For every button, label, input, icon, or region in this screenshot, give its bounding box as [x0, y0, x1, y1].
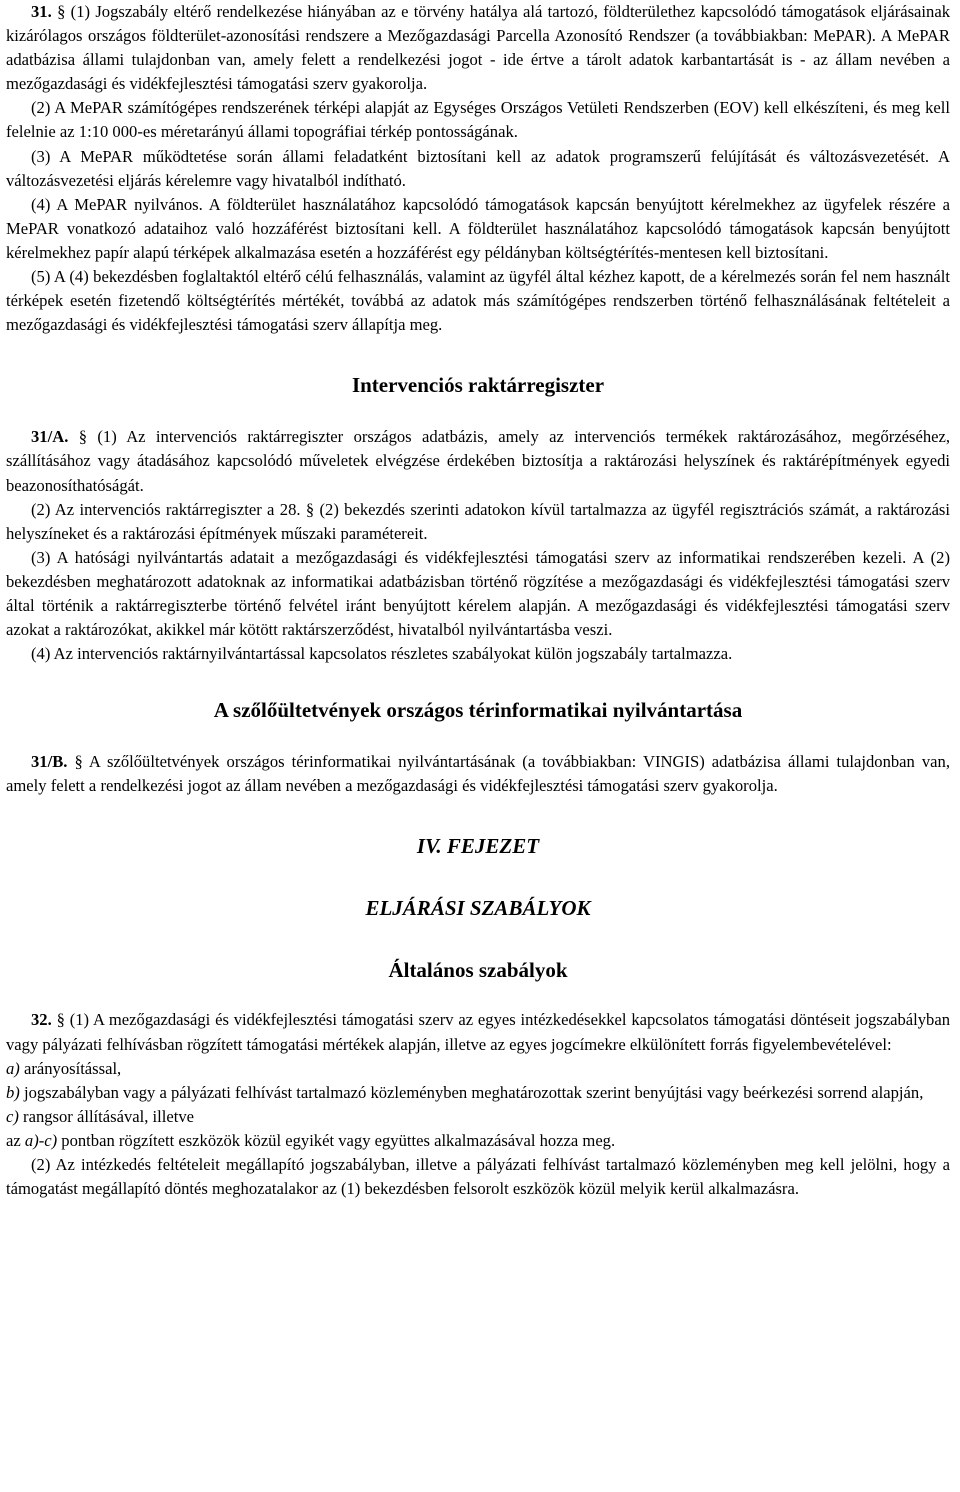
section-31a-paragraph-4: (4) Az intervenciós raktárnyilvántartással kapcsolatos részletes szabályokat külön jogszabály tartalmazza. — [31, 644, 733, 664]
list-text: rangsor állításával, illetve — [18, 1106, 194, 1126]
section-32-paragraph-1 — [6, 1008, 950, 1056]
spacer — [6, 399, 950, 425]
section-31a-paragraph-2: (2) Az intervenciós raktárregiszter a 28. § (2) bekezdés szerinti adatokon kívül tartalmazza az ügyfél regisztrációs számát, a raktározási helyszíneket és a raktározási építmények műszaki paramétereit. — [6, 499, 950, 543]
list-label: a) — [6, 1058, 20, 1078]
heading-altalanos: Általános szabályok — [388, 958, 568, 983]
spacer — [6, 798, 950, 832]
list-text: jogszabályban vagy a pályázati felhívást tartalmazó közleményben meghatározottak szerint benyújtási vagy beérkezési sorrend alapján, — [19, 1082, 924, 1102]
list-tail — [6, 1129, 950, 1153]
section-31-paragraph-2: (2) A MePAR számítógépes rendszerének térképi alapját az Egységes Országos Vetületi Rendszerben (EOV) kell elkészíteni, és meg kell felelnie az 1:10 000-es méretarányú állami topográfiai térkép pontosságának. — [6, 98, 950, 142]
section-31-paragraph-5: (5) A (4) bekezdésben foglaltaktól eltérő célú felhasználás, valamint az ügyfél által kézhez kapott, de a kérelmezés során fel nem használt térképek esetén fizetendő költségtérítés mértékét, továbbá az adatok más számítógépes rendszerben történő felhasználásának feltételeit a mezőgazdasági és vidékfejlesztési támogatási szerv állapítja meg. — [6, 267, 950, 335]
list-item-c — [6, 1105, 950, 1129]
section-number: 32. — [31, 1010, 52, 1030]
section-31-paragraph-4: (4) A MePAR nyilvános. A földterület használatához kapcsolódó támogatások kapcsán benyújtott kérelmekhez az ügyfelek részére a MePAR vonatkozó adataihoz való hozzáférést biztosítani kell. A földterület használatához kapcsolódó támogatások kapcsán benyújtott kérelmekhez papír alapú térképek alkalmazása esetén a hozzáférést egy példányban költségtérítés-mentesen kell biztosítani. — [6, 194, 950, 262]
tail-label: a)-c) — [24, 1130, 58, 1150]
section-31a-paragraph-3: (3) A hatósági nyilvántartás adatait a mezőgazdasági és vidékfejlesztési támogatási szerv az informatikai rendszerében kezeli. A (2) bekezdésben meghatározott adatoknak az informatikai adatbázisban történő rögzítése a mezőgazdasági és vidékfejlesztési támogatási szerv által történik a raktárregiszterbe történő felvétel iránt benyújtott kérelem alapján. A mezőgazdasági és vidékfejlesztési támogatási szerv azokat a raktározókat, akikkel már kötött raktárszerződést, hivatalból nyilvántartásba veszi. — [6, 547, 950, 640]
chapter-number: IV. FEJEZET — [416, 834, 540, 859]
section-31-paragraph-3: (3) A MePAR működtetése során állami feladatként biztosítani kell az adatok programszerű felújítását és változásvezetését. A változásvezetési eljárás kérelemre vagy hivatalból indítható. — [6, 146, 950, 190]
list-item-a — [6, 1057, 950, 1081]
list-label: b) — [6, 1082, 20, 1102]
chapter-title: ELJÁRÁSI SZABÁLYOK — [365, 896, 591, 921]
tail-prefix: az — [6, 1130, 25, 1150]
spacer — [6, 724, 950, 750]
heading-intervencios: Intervenciós raktárregiszter — [351, 373, 605, 398]
list-item-b — [6, 1081, 950, 1105]
spacer — [6, 860, 950, 894]
list-label: c) — [6, 1106, 19, 1126]
section-31a-paragraph-1 — [6, 425, 950, 497]
spacer — [6, 666, 950, 696]
tail-text: pontban rögzített eszközök közül egyikét vagy együttes alkalmazásával hozza meg. — [57, 1130, 616, 1150]
section-number: 31/A. — [31, 427, 69, 447]
spacer — [6, 922, 950, 956]
list-text: arányosítással, — [19, 1058, 122, 1078]
heading-szolo: A szőlőültetvények országos térinformatikai nyilvántartása — [213, 698, 743, 723]
paragraph-text: § (1) Az intervenciós raktárregiszter országos adatbázis, amely az intervenciós termékek raktározásához, megőrzéséhez, szállításához vagy átadásához kapcsolódó műveletek elvégzése érdekében biztosítja a raktározási helyszínek és raktárépítmények egyedi beazonosíthatóságát. — [6, 427, 950, 495]
section-31b-paragraph-1 — [6, 750, 950, 798]
paragraph-text: § (1) A mezőgazdasági és vidékfejlesztési támogatási szerv az egyes intézkedésekkel kapcsolatos támogatási döntéseit jogszabályban vagy pályázati felhívásban rögzített támogatási mértékek alapján, illetve az egyes jogcímekre elkülönített forrás figyelembevételével: — [6, 1010, 950, 1054]
paragraph-text: § A szőlőültetvények országos térinformatikai nyilvántartásának (a továbbiakban: VINGIS) adatbázisa állami tulajdonban van, amely felett a rendelkezési jogot az állam nevében a mezőgazdasági és vidékfejlesztési támogatási szerv gyakorolja. — [6, 752, 950, 796]
spacer — [6, 337, 950, 371]
section-32-paragraph-2: (2) Az intézkedés feltételeit megállapító jogszabályban, illetve a pályázati felhívást tartalmazó közleményben meg kell jelölni, hogy a támogatást megállapító döntés meghozatalakor az (1) bekezdésben felsorolt eszközök közül melyik kerül alkalmazásra. — [6, 1155, 950, 1199]
section-number: 31/B. — [31, 752, 68, 772]
paragraph-text: § (1) Jogszabály eltérő rendelkezése hiányában az e törvény hatálya alá tartozó, földterülethez kapcsolódó támogatások eljárásainak kizárólagos országos földterület-azonosítási rendszere a Mezőgazdasági Parcella Azonosító Rendszer (a továbbiakban: MePAR). A MePAR adatbázisa állami tulajdonban van, amely felett a rendelkezési jogot - ide értve a tárolt adatok karbantartását is - az állam nevében a mezőgazdasági és vidékfejlesztési támogatási szerv gyakorolja. — [6, 2, 950, 94]
section-31-paragraph-1 — [6, 0, 950, 96]
section-number: 31. — [31, 2, 52, 21]
spacer — [6, 984, 950, 1008]
